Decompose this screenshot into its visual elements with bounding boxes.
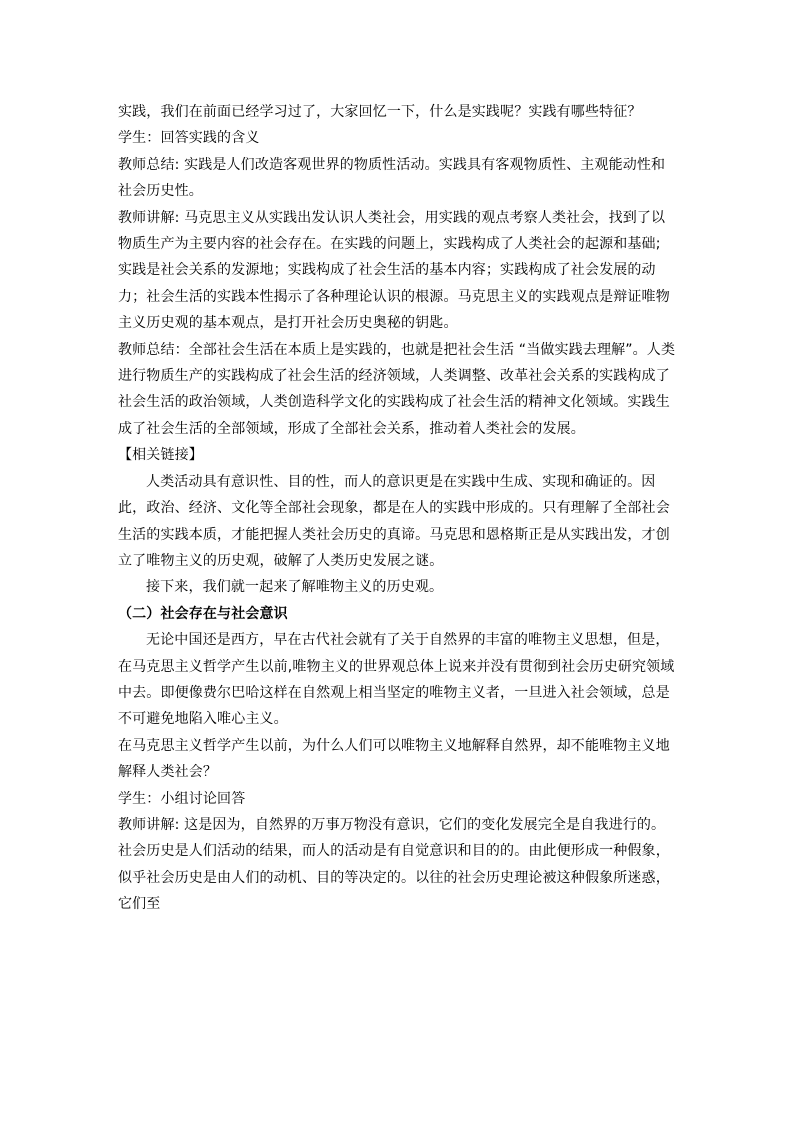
paragraph-teacher-lecture-1: 教师讲解: 马克思主义从实践出发认识人类社会，用实践的观点考察人类社会，找到了以物质生产为主要内容的社会存在。在实践的问题上，实践构成了人类社会的起源和基础; 实践是社会关系的发源地；实践构成了社会生活的基本内容；实践构成了社会发展的动力；社会生活的实践本性揭示了各种理论认识的根源。马克思主义的实践观点是辩证唯物主义历史观的基本观点，是打开社会历史奥秘的钥匙。 (118, 209, 670, 332)
paragraph-materialism-history: 无论中国还是西方，早在古代社会就有了关于自然界的丰富的唯物主义思想，但是，在马克思主义哲学产生以前,唯物主义的世界观总体上说来并没有贯彻到社会历史研究领域中去。即便像费尔巴哈这样在自然观上相当坚定的唯物主义者，一旦进入社会领域，总是不可避免地陷入唯心主义。 (118, 632, 675, 728)
paragraph-transition: 接下来，我们就一起来了解唯物主义的历史观。 (146, 579, 444, 596)
paragraph-teacher-lecture-2: 教师讲解: 这是因为，自然界的万事万物没有意识，它们的变化发展完全是自我进行的。社会历史是人们活动的结果，而人的活动是有自觉意识和目的的。由此便形成一种假象，似乎社会历史是由人们的动机、目的等决定的。以往的社会历史理论被这种假象所迷惑，它们至 (118, 816, 670, 913)
paragraph-discussion-question: 在马克思主义哲学产生以前，为什么人们可以唯物主义地解释自然界，却不能唯物主义地解释人类社会？ (118, 737, 670, 781)
paragraph-teacher-summary-1: 教师总结: 实践是人们改造客观世界的物质性活动。实践具有客观物质性、主观能动性和社会历史性。 (118, 156, 666, 200)
paragraph-teacher-summary-2: 教师总结：全部社会生活在本质上是实践的，也就是把社会生活 “当做实践去理解”。人类进行物质生产的实践构成了社会生活的经济领域，人类调整、改革社会关系的实践构成了社会生活的政治领域，人类创造科学文化的实践构成了社会生活的精神文化领域。实践生成了社会生活的全部领域，形成了全部社会关系，推动着人类社会的发展。 (118, 341, 676, 437)
related-link-heading: 【相关链接】 (118, 447, 203, 464)
section-heading-social-existence: （二）社会存在与社会意识 (118, 605, 288, 622)
paragraph-student-answer: 学生：回答实践的含义 (118, 130, 260, 147)
paragraph-related-link: 人类活动具有意识性、目的性，而人的意识更是在实践中生成、实现和确证的。因此，政治、经济、文化等全部社会现象，都是在人的实践中形成的。只有理解了全部社会生活的实践本质，才能把握人类社会历史的真谛。马克思和恩格斯正是从实践出发，才创立了唯物主义的历史观，破解了人类历史发展之谜。 (118, 473, 670, 569)
document-body (118, 99, 678, 918)
paragraph-group-discussion: 学生：小组讨论回答 (118, 790, 246, 807)
paragraph-practice-question: 实践，我们在前面已经学习过了，大家回忆一下，什么是实践呢？实践有哪些特征？ (118, 104, 642, 120)
